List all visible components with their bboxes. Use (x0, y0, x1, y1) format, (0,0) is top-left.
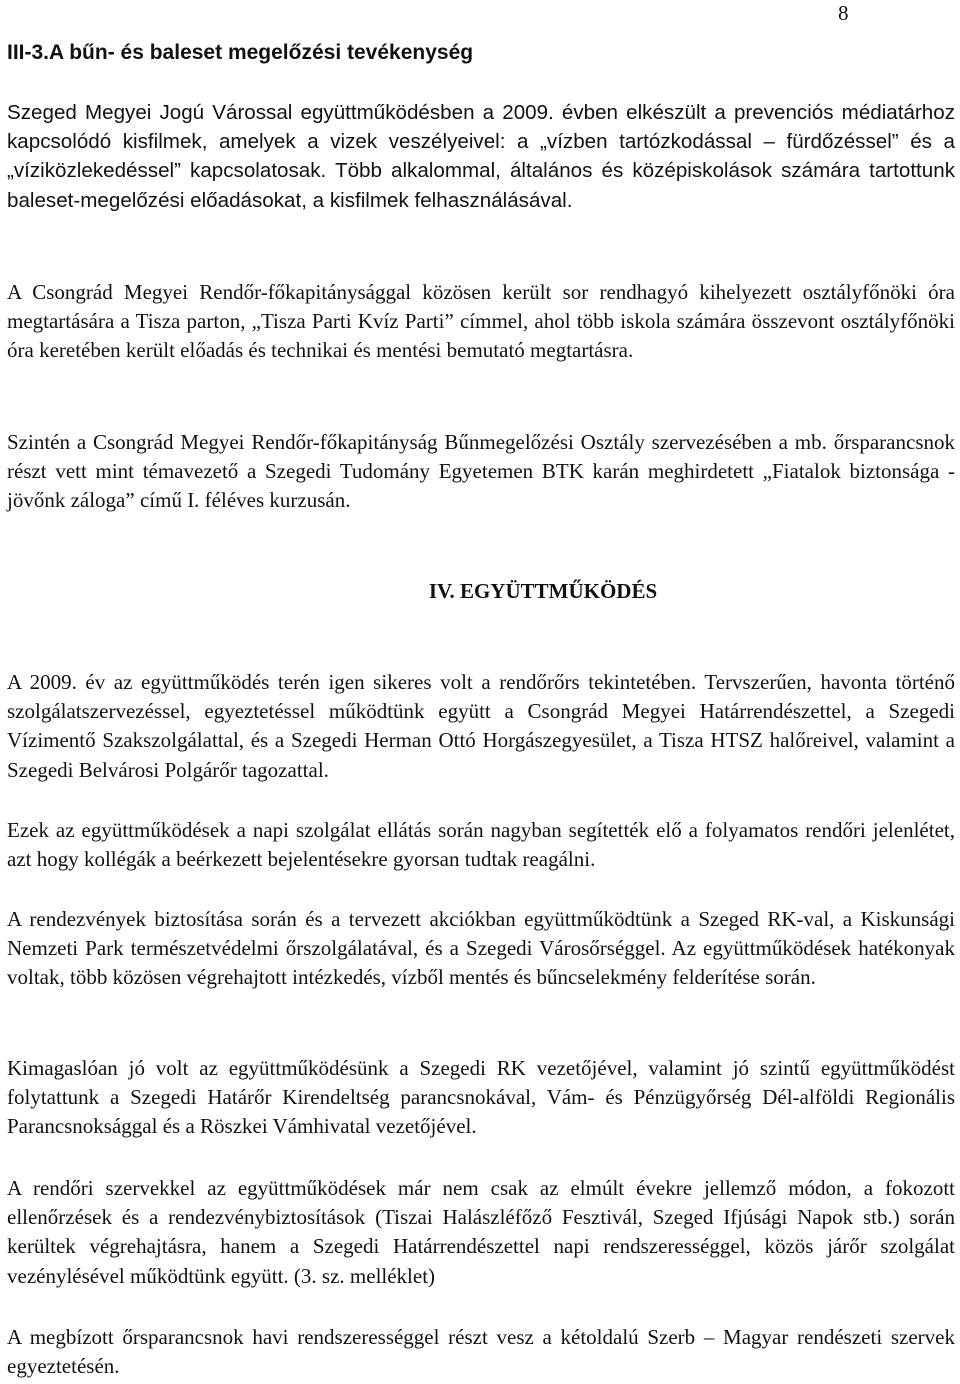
paragraph-course: Szintén a Csongrád Megyei Rendőr-főkapitányság Bűnmegelőzési Osztály szervezésében a mb. őrsparancsnok részt vett mint témavezető a Szegedi Tudomány Egyetemen BTK karán meghirdetett „Fiatalok biztonsága - jövőnk záloga” című I. féléves kurzusán. (7, 430, 955, 513)
paragraph-events: A rendezvények biztosítása során és a tervezett akciókban együttműködtünk a Szeged RK-val, a Kiskunsági Nemzeti Park természetvédelmi őrszolgálatával, és a Szegedi Városőrséggel. Az együttműködések hatékonyak voltak, több közösen végrehajtott intézkedés, vízből mentés és bűncselekmény felderítése során. (7, 907, 955, 990)
paragraph-rk-cooperation: Kimagaslóan jó volt az együttműködésünk a Szegedi RK vezetőjével, valamint jó szintű együttműködést folytattunk a Szegedi Határőr Kirendeltség parancsnokával, Vám- és Pénzügyőrség Dél-alföldi Regionális Parancsnoksággal és a Röszkei Vámhivatal vezetőjével. (7, 1056, 955, 1139)
section-heading: III-3.A bűn- és baleset megelőzési tevékenység (7, 41, 474, 64)
section-title: IV. EGYÜTTMŰKÖDÉS (428, 579, 658, 603)
paragraph-class-meeting: A Csongrád Megyei Rendőr-főkapitánysággal közösen került sor rendhagyó kihelyezett osztályfőnöki óra megtartására a Tisza parton, „Tisza Parti Kvíz Parti” címmel, ahol több iskola számára összevont osztályfőnöki óra keretében került előadás és technikai és mentési bemutató megtartásra. (7, 280, 955, 363)
paragraph-cooperation-2009: A 2009. év az együttműködés terén igen sikeres volt a rendőrőrs tekintetében. Tervszerűen, havonta történő szolgálatszervezéssel, egyeztetéssel működtünk együtt a Csongrád Megyei Határrendészettel, a Szegedi Vízimentő Szakszolgálattal, és a Szegedi Herman Ottó Horgászegyesület, a Tisza HTSZ halőreivel, valamint a Szegedi Belvárosi Polgárőr tagozattal. (7, 670, 955, 782)
paragraph-serbian-hungarian: A megbízott őrsparancsnok havi rendszerességgel részt vesz a kétoldalú Szerb – Magyar rendészeti szervek egyeztetésén. (7, 1325, 955, 1379)
paragraph-daily-service: Ezek az együttműködések a napi szolgálat ellátás során nagyban segítették elő a folyamatos rendőri jelenlétet, azt hogy kollégák a beérkezett bejelentésekre gyorsan tudtak reagálni. (7, 818, 955, 872)
page-number: 8 (838, 1, 849, 25)
paragraph-police-bodies: A rendőri szervekkel az együttműködések már nem csak az elmúlt évekre jellemző módon, a fokozott ellenőrzések és a rendezvénybiztosítások (Tiszai Halászléfőző Fesztivál, Szeged Ifjúsági Napok stb.) során kerültek végrehajtásra, hanem a Szegedi Határrendészettel napi rendszerességgel, közös járőr szolgálat vezénylésével működtünk együtt. (3. sz. melléklet) (7, 1176, 955, 1288)
paragraph-prevention-films: Szeged Megyei Jogú Várossal együttműködésben a 2009. évben elkészült a prevenciós médiatárhoz kapcsolódó kisfilmek, amelyek a vizek veszélyeivel: a „vízben tartózkodással – fürdőzéssel” és a „víziközlekedéssel” kapcsolatosak. Több alkalommal, általános és középiskolások számára tartottunk baleset-megelőzési előadásokat, a kisfilmek felhasználásával. (7, 101, 955, 212)
